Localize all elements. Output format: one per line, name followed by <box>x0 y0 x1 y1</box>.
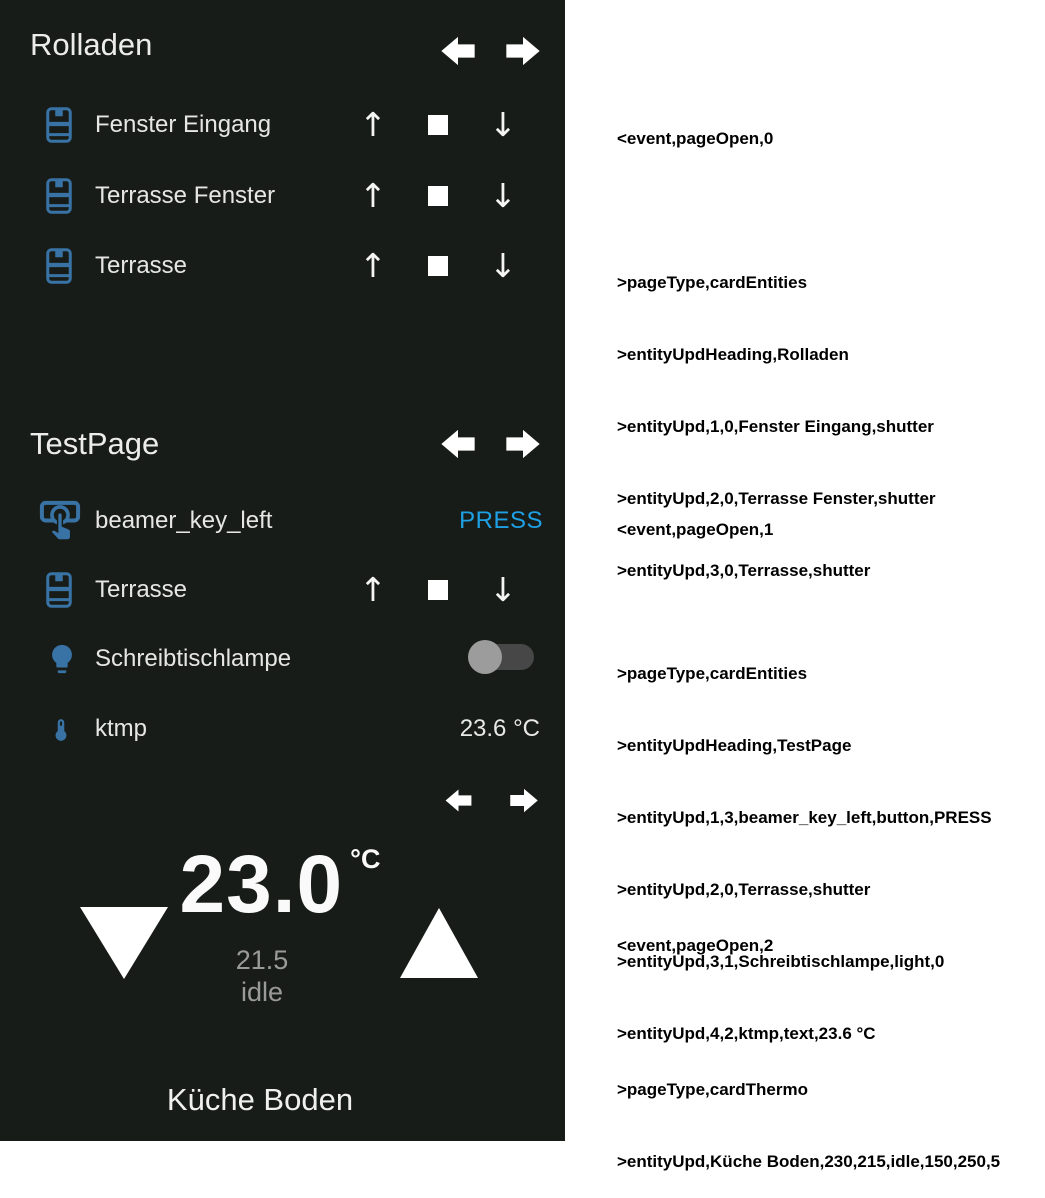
card-entities-rolladen <box>0 0 565 380</box>
shutter-down-button[interactable]: ↓ <box>489 176 517 215</box>
current-temperature-value: 23.0 <box>179 839 344 930</box>
protocol-line: >entityUpdHeading,Rolladen <box>617 345 849 364</box>
shutter-up-button[interactable]: ↑ <box>359 176 387 215</box>
entity-name: Terrasse <box>95 252 188 279</box>
protocol-line: >entityUpd,3,1,Schreibtischlampe,light,0 <box>617 952 945 971</box>
entity-name: ktmp <box>95 715 148 742</box>
protocol-line: >entityUpd,Küche Boden,230,215,idle,150,250,5 <box>617 1152 1001 1171</box>
protocol-line: >pageType,cardEntities <box>617 273 808 292</box>
window-shutter-icon <box>44 570 74 610</box>
nav-next-button[interactable] <box>507 784 541 817</box>
protocol-event-line: <event,pageOpen,0 <box>617 129 774 148</box>
arrow-right-icon <box>503 31 543 71</box>
nav-next-button[interactable] <box>503 424 543 464</box>
entity-row <box>0 103 565 147</box>
protocol-line: >entityUpd,1,3,beamer_key_left,button,PRESS <box>617 808 992 827</box>
thermostat-name: Küche Boden <box>166 1082 354 1117</box>
toggle-knob <box>468 640 502 674</box>
entity-name: beamer_key_left <box>95 507 273 534</box>
card-entities-testpage <box>0 380 565 760</box>
shutter-stop-button[interactable] <box>428 186 448 206</box>
lightbulb-icon <box>45 641 79 677</box>
sensor-value: 23.6 °C <box>459 715 540 742</box>
arrow-left-icon <box>443 785 474 816</box>
shutter-up-button[interactable]: ↑ <box>359 105 387 144</box>
gesture-tap-button-icon <box>38 500 82 542</box>
shutter-stop-button[interactable] <box>428 115 448 135</box>
protocol-line: >entityUpd,3,0,Terrasse,shutter <box>617 561 871 580</box>
window-shutter-icon <box>44 176 74 216</box>
shutter-down-button[interactable]: ↓ <box>489 570 517 609</box>
protocol-block-page2 <box>617 886 1037 1198</box>
nav-prev-button[interactable] <box>443 785 474 816</box>
arrow-right-icon <box>503 424 543 464</box>
entity-name: Fenster Eingang <box>95 111 272 138</box>
window-shutter-icon <box>44 246 74 286</box>
entity-row <box>0 705 565 753</box>
protocol-event-line: <event,pageOpen,2 <box>617 936 774 955</box>
window-shutter-icon <box>44 105 74 145</box>
arrow-left-icon <box>438 424 478 464</box>
protocol-line: >pageType,cardEntities <box>617 664 808 683</box>
shutter-down-button[interactable]: ↓ <box>489 246 517 285</box>
entity-name: Terrasse Fenster <box>95 182 276 209</box>
protocol-line: >entityUpd,2,0,Terrasse Fenster,shutter <box>617 489 936 508</box>
entity-name: Terrasse <box>95 576 188 603</box>
shutter-up-button[interactable]: ↑ <box>359 246 387 285</box>
entity-row <box>0 497 565 545</box>
nav-prev-button[interactable] <box>438 424 478 464</box>
page-title: Rolladen <box>30 27 153 62</box>
thermometer-icon <box>48 712 74 748</box>
shutter-down-button[interactable]: ↓ <box>489 105 517 144</box>
protocol-line: >entityUpd,2,0,Terrasse,shutter <box>617 880 871 899</box>
protocol-line: >pageType,cardThermo <box>617 1080 808 1099</box>
card-thermo <box>0 760 565 1141</box>
target-temperature: 21.5 <box>235 945 289 975</box>
hvac-state: idle <box>240 977 284 1007</box>
protocol-line: >entityUpd,4,2,ktmp,text,23.6 °C <box>617 1024 876 1043</box>
entity-row <box>0 174 565 218</box>
entity-row <box>0 635 565 683</box>
protocol-event-line: <event,pageOpen,1 <box>617 520 774 539</box>
shutter-stop-button[interactable] <box>428 256 448 276</box>
light-toggle-switch[interactable] <box>468 640 534 674</box>
protocol-line: >entityUpdHeading,TestPage <box>617 736 852 755</box>
nav-next-button[interactable] <box>503 31 543 71</box>
arrow-right-icon <box>507 784 541 817</box>
press-button[interactable]: PRESS <box>459 507 543 534</box>
page-title: TestPage <box>30 426 160 461</box>
entity-name: Schreibtischlampe <box>95 645 292 672</box>
arrow-left-icon <box>438 31 478 71</box>
shutter-up-button[interactable]: ↑ <box>359 570 387 609</box>
shutter-stop-button[interactable] <box>428 580 448 600</box>
temperature-unit: °C <box>350 844 381 874</box>
entity-row <box>0 566 565 614</box>
protocol-line: >entityUpd,1,0,Fenster Eingang,shutter <box>617 417 934 436</box>
nav-prev-button[interactable] <box>438 31 478 71</box>
entity-row <box>0 244 565 288</box>
